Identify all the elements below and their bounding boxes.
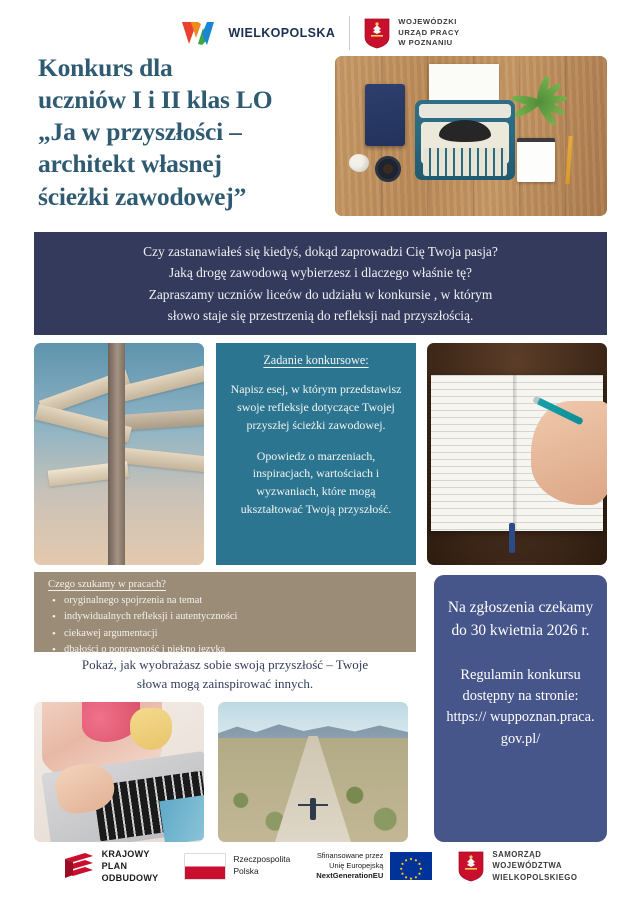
task-paragraph-1: Napisz esej, w którym przedstawisz swoje refleksje dotyczące Twojej przyszłej ścieżki zawodowej. [230, 382, 402, 432]
kpo-stairs-icon [63, 851, 95, 881]
logo-divider [349, 16, 350, 50]
criteria-item: • indywidualnych refleksji i autentyczności [64, 609, 416, 625]
notebook-ribbon-bookmark [509, 523, 515, 553]
european-union-logo [316, 851, 432, 882]
kpo-line-3: ODBUDOWY [101, 873, 159, 884]
notebook-writing-photo [427, 343, 607, 565]
notepad-prop [517, 138, 555, 182]
criteria-list [48, 593, 416, 659]
closing-line-2: słowa mogą zainspirować innych. [136, 675, 314, 691]
wup-line-3: W POZNANIU [398, 38, 453, 48]
walking-person [310, 798, 316, 820]
task-paragraph-2: Opowiedz o marzeniach, inspiracjach, wartościach i wyzwaniach, które mogą ukształtować Twoją przyszłość. [240, 448, 392, 517]
notebook-spine [513, 375, 517, 531]
wup-poznan-logo [364, 17, 459, 49]
kpo-label [102, 848, 159, 884]
typewriter-keys [423, 148, 507, 176]
poznan-coat-of-arms-icon [364, 18, 390, 49]
eu-flag-icon [390, 852, 432, 880]
banner-line-3: Zapraszamy uczniów liceów do udziału w konkursie , w którym [148, 286, 493, 302]
title-line-3: „Ja w przyszłości – [38, 117, 242, 147]
wup-label [398, 17, 459, 49]
eu-line-1: Sfinansowane przez [316, 850, 384, 860]
eu-line-3: NextGenerationEU [316, 870, 384, 880]
typewriter-photo [335, 56, 607, 216]
criteria-item: • oryginalnego spojrzenia na temat [64, 593, 416, 609]
wielkopolska-w-mark [180, 18, 220, 48]
closing-line-1: Pokaż, jak wyobrażasz sobie swoją przyszłość – Twoje [81, 657, 369, 672]
deadline-text: Na zgłoszenia czekamy do 30 kwietnia 2026 r. [447, 599, 594, 639]
wielkopolska-government-label [492, 849, 577, 882]
laptop-typing-photo [34, 702, 204, 842]
intro-banner [34, 232, 607, 335]
sam-line-3: WIELKOPOLSKIEGO [492, 872, 578, 882]
rules-url-text[interactable]: Regulamin konkursu dostępny na stronie: https:// wuppoznan.praca. gov.pl/ [446, 666, 595, 747]
intro-banner-text [123, 241, 518, 326]
wielkopolska-government-logo [458, 849, 577, 882]
kpo-line-2: PLAN [101, 860, 128, 871]
banner-line-2: Jaką drogę zawodową wybierzesz i dlaczego właśnie tę? [168, 265, 472, 281]
potted-plant-prop [511, 74, 571, 130]
poland-flag-icon [184, 853, 226, 880]
desert-road-photo [218, 702, 408, 842]
deadline-info-box [434, 575, 607, 842]
header-logo-bar [0, 11, 640, 55]
eu-line-2: Unię Europejską [329, 860, 384, 870]
wup-line-1: WOJEWÓDZKI [398, 16, 457, 26]
poster-title [38, 52, 328, 213]
rp-line-1: Rzeczpospolita [233, 854, 291, 865]
criteria-item: • ciekawej argumentacji [64, 626, 416, 642]
republic-of-poland-logo [184, 853, 290, 880]
republic-of-poland-label [233, 854, 290, 878]
banner-line-4: słowo staje się przestrzenią do refleksji nad przyszłością. [167, 307, 474, 323]
closing-statement [34, 656, 416, 694]
laptop-screen-edge [159, 795, 204, 842]
rp-line-2: Polska [233, 866, 259, 876]
wup-line-2: URZĄD PRACY [398, 27, 460, 37]
coffee-mug-prop [375, 156, 401, 182]
sam-line-2: WOJEWÓDZTWA [492, 861, 562, 871]
signpost-vertical-post [108, 343, 125, 565]
title-line-4: architekt własnej [38, 149, 222, 179]
banner-line-1: Czy zastanawiałeś się kiedyś, dokąd zaprowadzi Cię Twoja pasja? [143, 244, 498, 260]
crumpled-paper-prop [349, 154, 369, 172]
wielkopolska-label: WIELKOPOLSKA [228, 26, 336, 40]
criteria-box [34, 572, 416, 656]
criteria-item: • dbałości o poprawność i piękno języka [64, 642, 416, 658]
wielkopolska-coat-of-arms-icon [458, 851, 484, 882]
task-description-box [216, 343, 416, 565]
title-line-1: Konkurs dla [38, 53, 173, 82]
footer-logo-bar [0, 841, 640, 891]
wielkopolska-logo [180, 18, 335, 48]
kpo-logo [63, 848, 159, 884]
signpost-photo [34, 343, 204, 565]
sam-line-1: SAMORZĄD [492, 850, 542, 860]
kpo-line-1: KRAJOWY [101, 848, 150, 859]
eu-funding-label [316, 851, 383, 882]
navy-notebook-prop [365, 84, 405, 146]
yellow-cushion [130, 708, 172, 750]
criteria-heading: Czego szukamy w pracach? [48, 579, 166, 590]
title-line-5: ścieżki zawodowej” [38, 181, 247, 211]
typewriter-roller [419, 104, 511, 118]
title-line-2: uczniów I i II klas LO [38, 85, 273, 115]
task-heading: Zadanie konkursowe: [263, 353, 369, 367]
